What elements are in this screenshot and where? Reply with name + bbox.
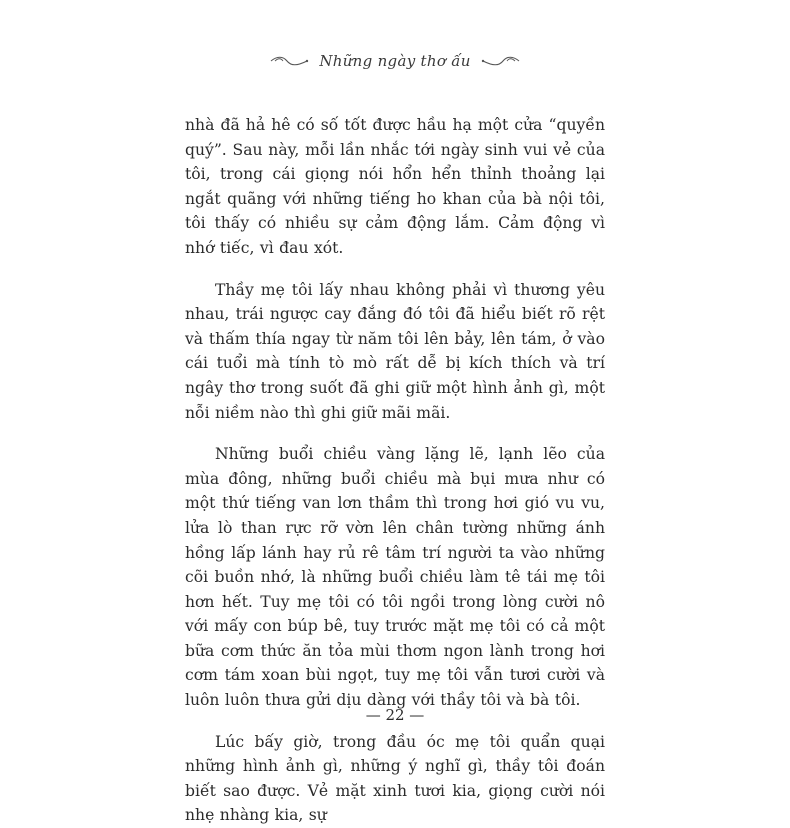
paragraph: Thầy mẹ tôi lấy nhau không phải vì thương yêu nhau, trái ngược cay đắng đó tôi đã hiểu biết rõ rệt và thấm thía ngay từ năm tôi lên bảy, lên tám, ở vào cái tuổi mà tính tò mò rất dễ bị kích thích và trí ngây thơ trong suốt đã ghi giữ một hình ảnh gì, một nỗi niềm nào thì ghi giữ mãi mãi. — [185, 280, 605, 422]
page-number: — 22 — — [365, 706, 425, 724]
paragraph: Lúc bấy giờ, trong đầu óc mẹ tôi quẩn quại những hình ảnh gì, những ý nghĩ gì, thầy tôi đoán biết sao được. Vẻ mặt xinh tươi kia, giọng cười nói nhẹ nhàng kia, sự — [185, 732, 605, 825]
swirl-ornament-right-icon — [481, 54, 521, 68]
swirl-ornament-left-icon — [269, 54, 309, 68]
running-header — [0, 52, 790, 70]
paragraph: nhà đã hả hê có số tốt được hầu hạ một cửa “quyền quý”. Sau này, mỗi lần nhắc tới ngày sinh vui vẻ của tôi, trong cái giọng nói hổn hển thỉnh thoảng lại ngắt quãng với những tiếng ho khan của bà nội tôi, tôi thấy có nhiều sự cảm động lắm. Cảm động vì nhớ tiếc, vì đau xót. — [185, 116, 605, 257]
header-title: Những ngày thơ ấu — [319, 52, 471, 70]
paragraph: Những buổi chiều vàng lặng lẽ, lạnh lẽo của mùa đông, những buổi chiều mà bụi mưa như có một thứ tiếng van lơn thầm thì trong hơi gió vu vu, lửa lò than rực rỡ vờn lên chân tường những ánh hồng lấp lánh hay rủ rê tâm trí người ta vào những cõi buồn nhớ, là những buổi chiều làm tê tái mẹ tôi hơn hết. Tuy mẹ tôi có tôi ngồi trong lòng cười nô với mấy con búp bê, tuy trước mặt mẹ tôi có cả một bữa cơm thức ăn tỏa mùi thơm ngon lành trong hơi cơm tám xoan bùi ngọt, tuy mẹ tôi vẫn tươi cười và luôn luôn thưa gửi dịu dàng với thầy tôi và bà tôi. — [185, 445, 605, 710]
